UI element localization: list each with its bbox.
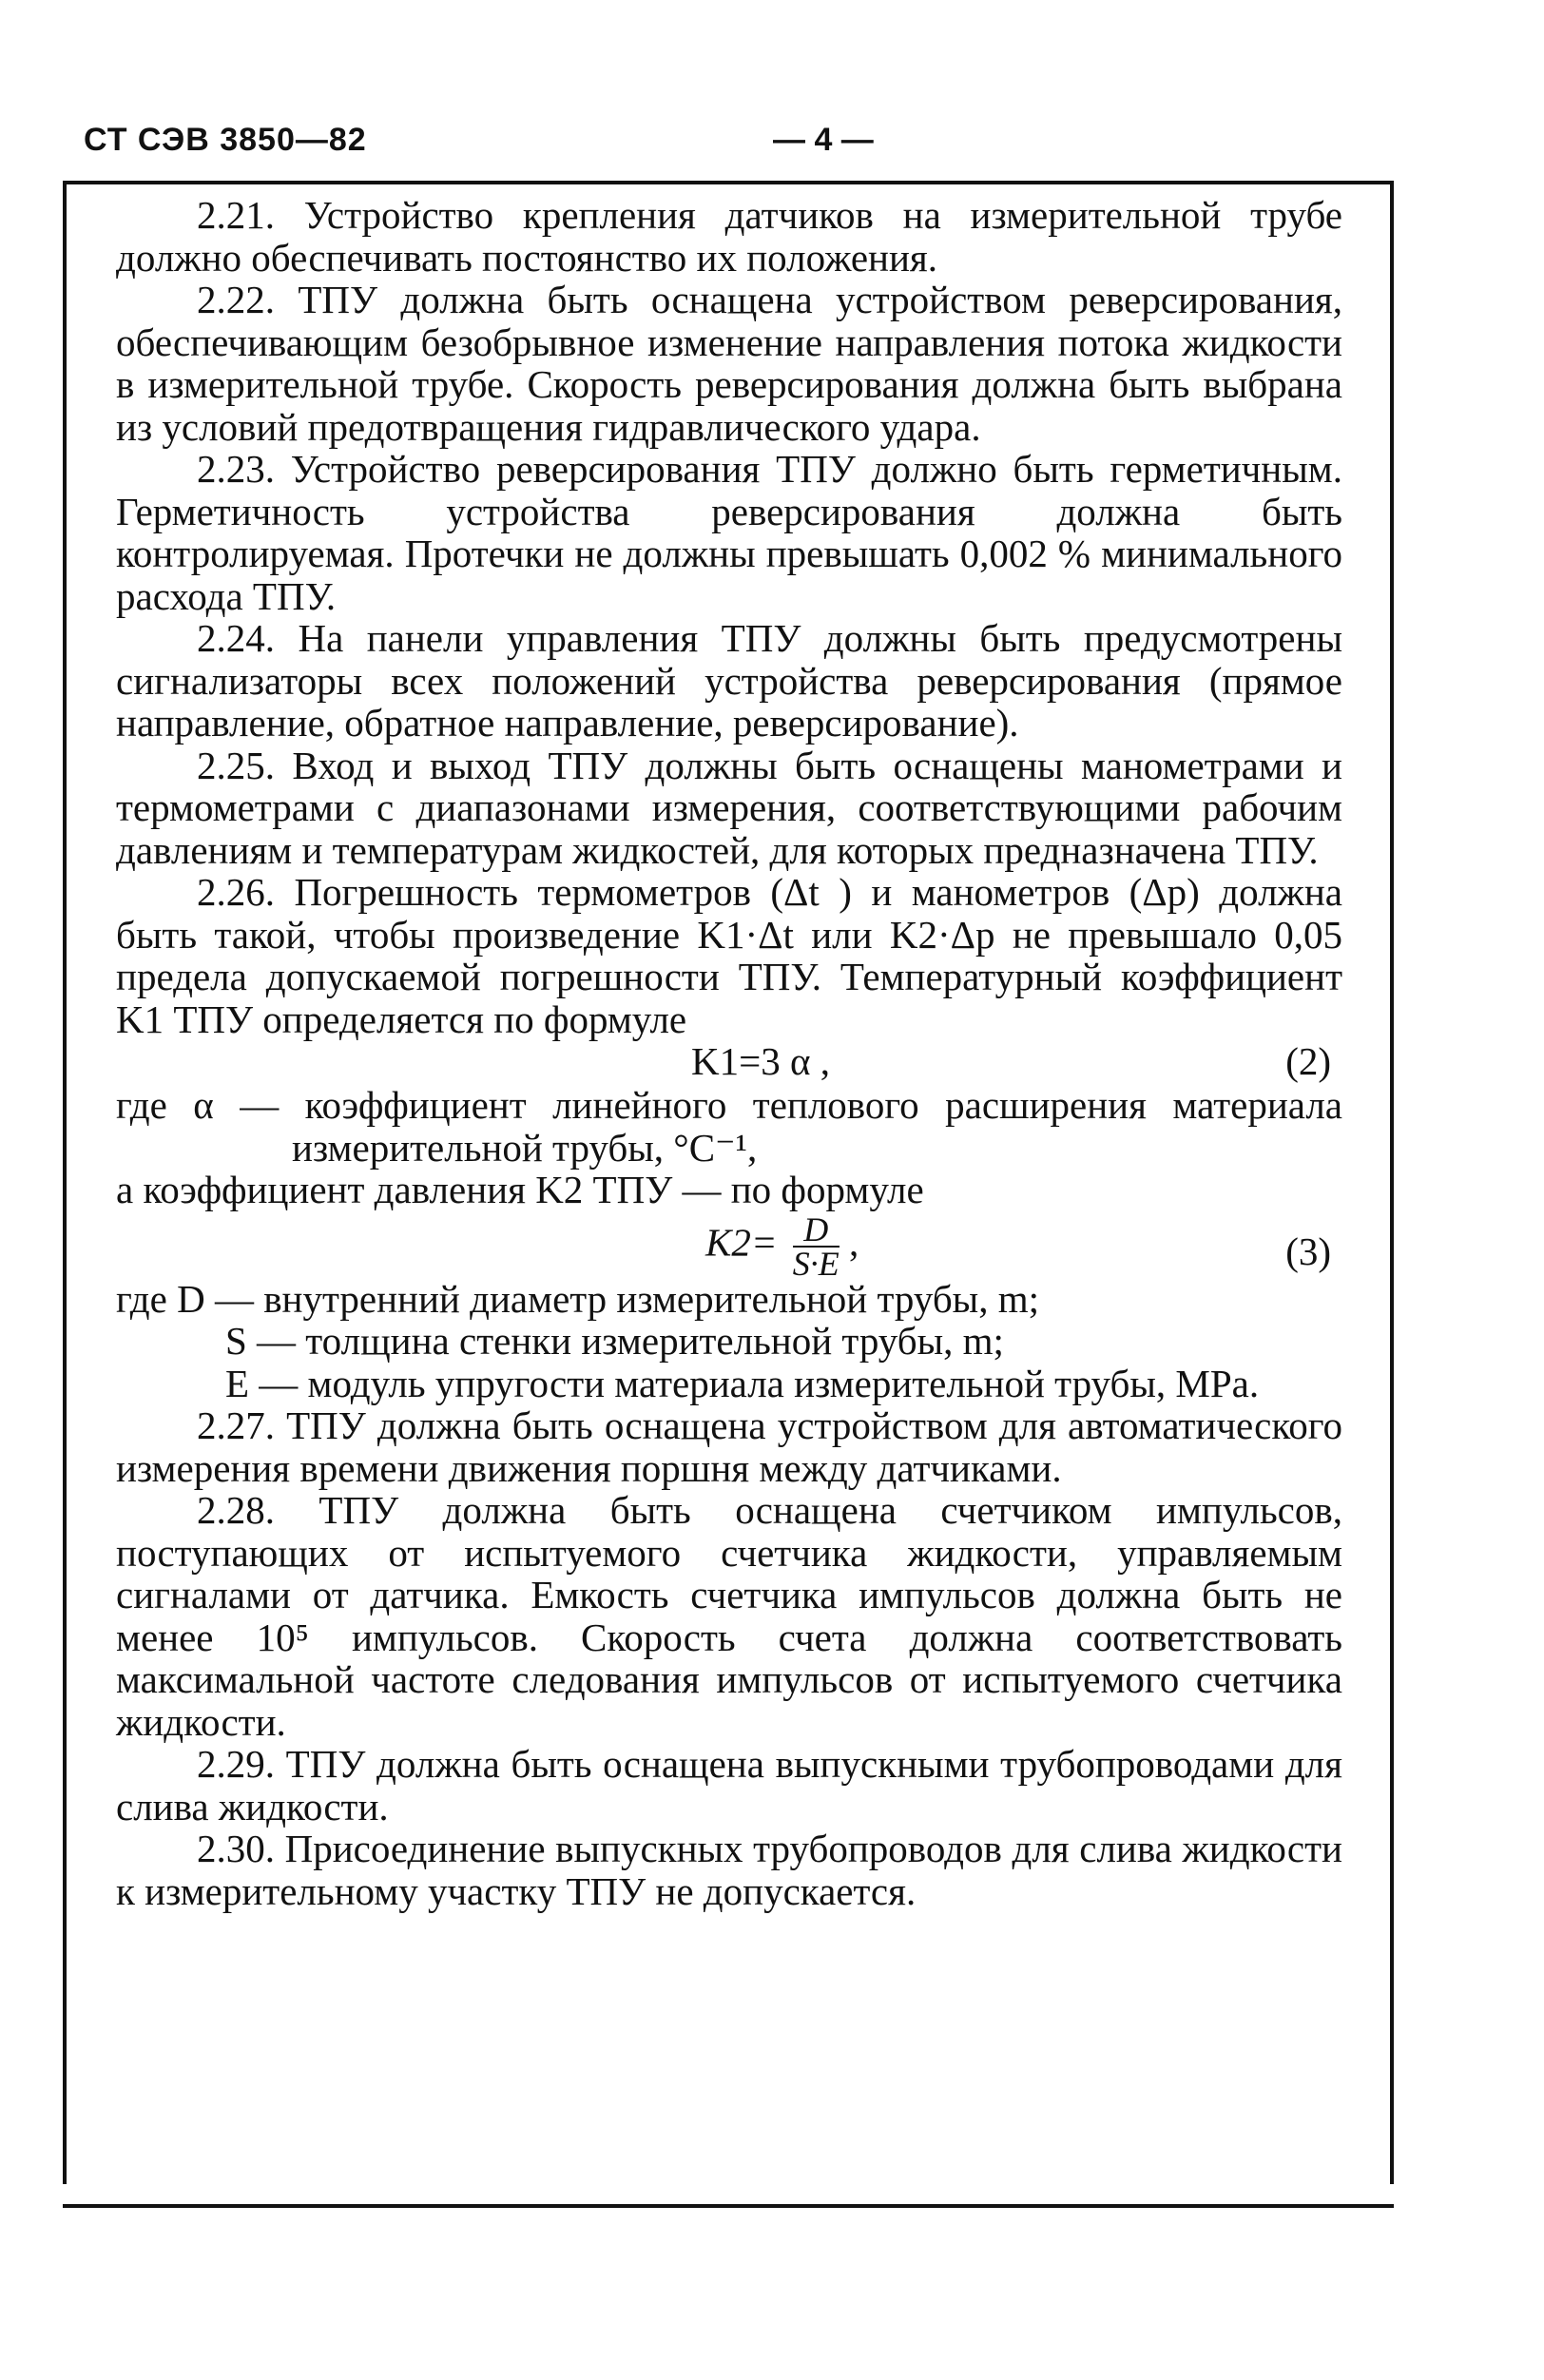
- paragraph-2-21: 2.21. Устройство крепления датчиков на измерительной трубе должно обеспечивать постоянство их положения.: [116, 193, 1342, 280]
- definition-D: где D — внутренний диаметр измерительной трубы, m;: [116, 1276, 1040, 1321]
- definition-E: E — модуль упругости материала измерительной трубы, MPa.: [225, 1361, 1260, 1405]
- variable-definitions: [116, 1278, 1342, 1405]
- paragraph-2-29: 2.29. ТПУ должна быть оснащена выпускными трубопроводами для слива жидкости.: [116, 1742, 1342, 1829]
- standard-code: СТ СЭВ 3850—82: [84, 122, 367, 158]
- pressure-coefficient-line: а коэффициент давления K2 ТПУ — по формуле: [116, 1168, 924, 1211]
- formula-3-numerator: D: [793, 1213, 840, 1248]
- paragraph-2-24: 2.24. На панели управления ТПУ должны быть предусмотрены сигнализаторы всех положений устройства реверсирования (прямое направление, обратное направление, реверсирование).: [116, 616, 1342, 745]
- formula-3-expression: [705, 1209, 859, 1283]
- page-number: — 4 —: [773, 122, 874, 158]
- bottom-rule: [63, 2204, 1394, 2208]
- where-alpha: где α — коэффициент линейного теплового расширения материала измерительной трубы, °C⁻¹,: [116, 1083, 1342, 1170]
- paragraph-2-30: 2.30. Присоединение выпускных трубопроводов для слива жидкости к измерительному участку ТПУ не допускается.: [116, 1827, 1342, 1913]
- paragraph-2-25: 2.25. Вход и выход ТПУ должны быть оснащены манометрами и термометрами с диапазонами измерения, соответствующими рабочим давлениям и температурам жидкостей, для которых предназначена ТПУ.: [116, 743, 1342, 872]
- formula-3-comma: ,: [849, 1219, 859, 1264]
- document-body: [116, 194, 1342, 1912]
- formula-2-number: (2): [1285, 1039, 1331, 1083]
- paragraph-2-28: 2.28. ТПУ должна быть оснащена счетчиком импульсов, поступающих от испытуемого счетчика жидкости, управляемым сигналами от датчика. Емкость счетчика импульсов должна быть не менее 10⁵ импульсов. Скорость счета должна соответствовать максимальной частоте следования импульсов от испытуемого счетчика жидкости.: [116, 1488, 1342, 1744]
- paragraph-2-22: 2.22. ТПУ должна быть оснащена устройством реверсирования, обеспечивающим безобрывное изменение направления потока жидкости в измерительной трубе. Скорость реверсирования должна быть выбрана из условий предотвращения гидравлического удара.: [116, 278, 1342, 449]
- formula-2: [116, 1040, 1342, 1084]
- definition-S: S — толщина стенки измерительной трубы, m;: [225, 1319, 1004, 1363]
- paragraph-2-23: 2.23. Устройство реверсирования ТПУ должно быть герметичным. Герметичность устройства реверсирования должна быть контролируемая. Протечки не должны превышать 0,002 % минимального расхода ТПУ.: [116, 447, 1342, 618]
- formula-3-lhs: K2=: [705, 1219, 778, 1264]
- formula-3-number: (3): [1285, 1229, 1331, 1273]
- paragraph-2-26: 2.26. Погрешность термометров (Δt ) и манометров (Δp) должна быть такой, чтобы произведение K1·Δt или K2·Δp не превышало 0,05 предела допускаемой погрешности ТПУ. Температурный коэффициент K1 ТПУ определяется по формуле: [116, 870, 1342, 1041]
- formula-3: [116, 1209, 1342, 1283]
- page-header: [84, 122, 1415, 179]
- formula-2-expression: K1=3 α ,: [691, 1039, 830, 1083]
- formula-3-fraction: [792, 1209, 840, 1283]
- formula-3-denominator: S·E: [792, 1244, 840, 1283]
- paragraph-2-27: 2.27. ТПУ должна быть оснащена устройством для автоматического измерения времени движения поршня между датчиками.: [116, 1403, 1342, 1490]
